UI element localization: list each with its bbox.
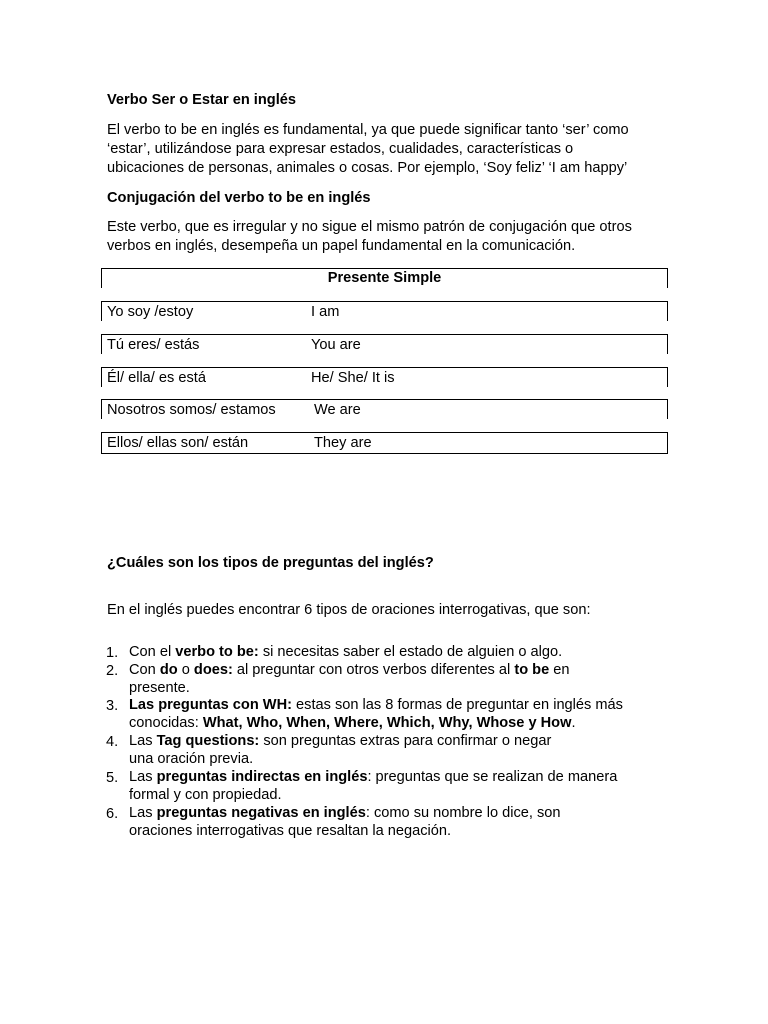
list-text-run: en presente. — [129, 662, 570, 696]
list-text-run: . — [571, 714, 576, 731]
list-text — [129, 805, 589, 841]
intro-line: ‘estar’, utilizándose para expresar estados, cualidades, características o — [107, 141, 574, 157]
list-text — [129, 769, 637, 805]
conjugation-line: Este verbo, que es irregular y no sigue el mismo patrón de conjugación que otros — [107, 219, 632, 235]
cell-spanish: Ellos/ ellas son/ están — [107, 435, 249, 451]
list-text-bold: to be — [514, 662, 550, 678]
heading-tipos-preguntas: ¿Cuáles son los tipos de preguntas del inglés? — [107, 555, 434, 571]
list-text — [129, 733, 574, 769]
table-row — [101, 301, 668, 321]
list-text-bold: What, Who, When, Where, Which, Why, Whose y How — [202, 714, 572, 731]
intro-line: El verbo to be en inglés es fundamental, ya que puede significar tanto ‘ser’ como — [107, 122, 629, 138]
cell-english: He/ She/ It is — [311, 370, 395, 386]
list-text-run: al preguntar con otros verbos diferentes al — [232, 662, 515, 678]
intro-line: ubicaciones de personas, animales o cosas. Por ejemplo, ‘Soy feliz’ ‘I am happy’ — [107, 160, 628, 176]
list-number: 5. — [106, 770, 119, 786]
list-text-run: si necesitas saber el estado de alguien o algo. — [258, 644, 563, 660]
conjugation-line: verbos en inglés, desempeña un papel fundamental en la comunicación. — [107, 238, 576, 254]
list-text-run: Con — [129, 662, 160, 678]
table-row — [101, 399, 668, 419]
list-text-bold: preguntas indirectas en inglés — [156, 769, 368, 785]
conjugation-paragraph — [107, 218, 667, 256]
list-text-run: : como su nombre lo dice, son oraciones interrogativas que resaltan la negación. — [129, 805, 561, 839]
cell-english: I am — [311, 304, 340, 320]
list-text-run: Las — [129, 769, 157, 785]
list-text-run: Las — [129, 733, 157, 749]
list-number: 6. — [106, 806, 119, 822]
list-text-bold: do — [159, 662, 178, 678]
list-text-bold: does: — [193, 662, 233, 678]
intro-paragraph — [107, 121, 667, 178]
list-number: 2. — [106, 663, 119, 679]
list-text — [129, 644, 649, 662]
cell-english: They are — [314, 435, 372, 451]
cell-english: You are — [311, 337, 361, 353]
cell-spanish: Él/ ella/ es está — [107, 370, 206, 386]
table-title-row — [101, 268, 668, 288]
list-text-bold: verbo to be: — [175, 644, 259, 660]
questions-intro: En el inglés puedes encontrar 6 tipos de oraciones interrogativas, que son: — [107, 602, 591, 618]
list-number: 1. — [106, 645, 119, 661]
list-text-run: estas son las 8 formas de preguntar en inglés más conocidas: — [129, 697, 623, 731]
cell-spanish: Tú eres/ estás — [107, 337, 200, 353]
table-title: Presente Simple — [327, 270, 442, 286]
list-text-bold: Las preguntas con WH: — [129, 697, 292, 713]
table-row — [101, 367, 668, 387]
cell-spanish: Yo soy /estoy — [107, 304, 194, 320]
table-row — [101, 334, 668, 354]
list-text-run: son preguntas extras para confirmar o negar una oración previa. — [129, 733, 552, 767]
list-text — [129, 697, 644, 733]
list-number: 4. — [106, 734, 119, 750]
list-number: 3. — [106, 698, 119, 714]
list-text-run: Las — [129, 805, 157, 821]
list-text-run: Con el — [129, 644, 176, 660]
table-row — [101, 432, 668, 454]
list-text-bold: Tag questions: — [156, 733, 260, 749]
list-text-run: o — [177, 662, 194, 678]
cell-spanish: Nosotros somos/ estamos — [107, 402, 276, 418]
cell-english: We are — [314, 402, 361, 418]
list-text — [129, 662, 597, 698]
heading-conjugacion: Conjugación del verbo to be en inglés — [107, 190, 371, 206]
list-text-bold: preguntas negativas en inglés — [156, 805, 366, 821]
heading-verbo-ser-estar: Verbo Ser o Estar en inglés — [107, 92, 296, 108]
list-text-run: : preguntas que se realizan de manera formal y con propiedad. — [129, 769, 618, 803]
